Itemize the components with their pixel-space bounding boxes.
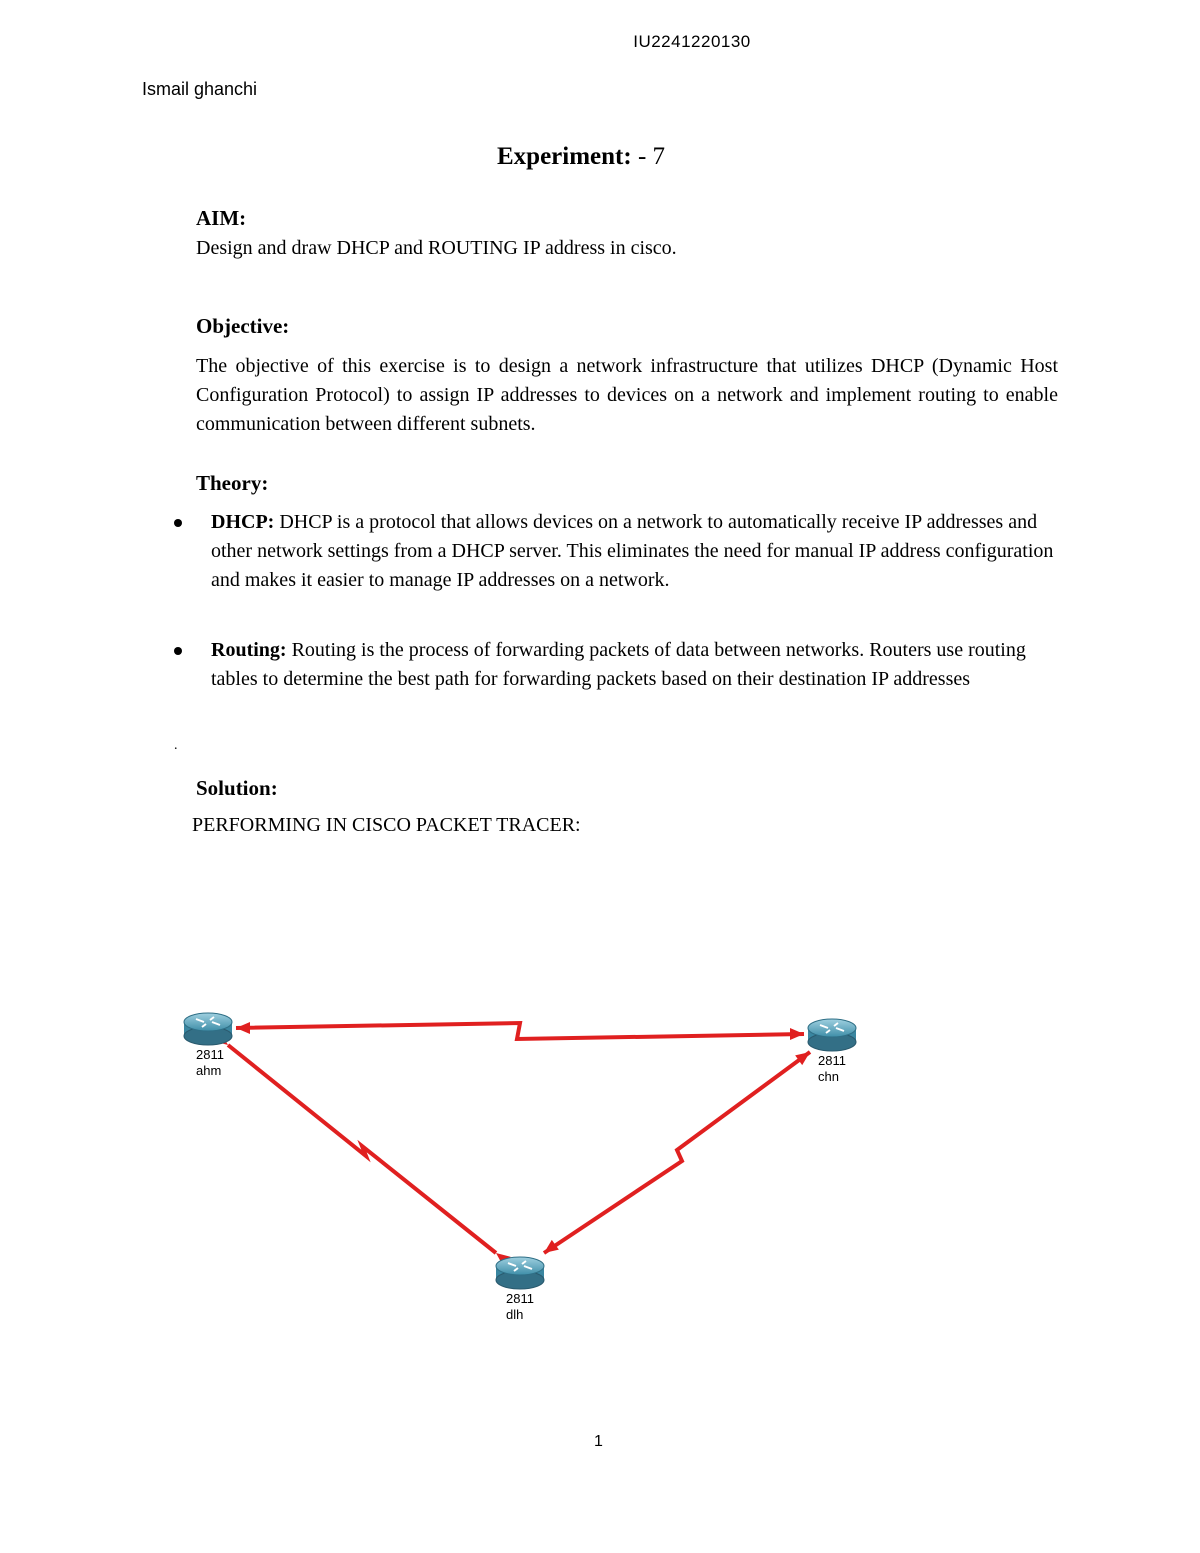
serial-links [213,1022,813,1266]
bullet-marker [174,519,182,527]
bullet-marker [174,647,182,655]
aim-heading: AIM: [196,206,247,230]
link-endpoint-arrow [790,1028,804,1040]
router-model-label: 2811 [506,1291,534,1306]
page-title [0,143,1162,171]
objective-heading: Objective: [196,314,290,338]
theory-term-routing: Routing: [211,639,287,661]
solution-heading: Solution: [196,776,278,800]
theory-heading: Theory: [196,471,269,495]
routers [184,1013,856,1322]
aim-text: Design and draw DHCP and ROUTING IP address in cisco. [196,237,677,259]
router-model-label: 2811 [818,1053,846,1068]
page-number: 1 [594,1433,603,1450]
network-topology-diagram [160,990,880,1340]
title-label: Experiment: [496,143,632,170]
objective-text: The objective of this exercise is to design a network infrastructure that utilizes DHCP (Dynamic Host Configuration Protocol) to assign IP addresses to devices on a network and implement routing to enable communication between different subnets. [196,355,1058,435]
router-ahm [184,1013,232,1078]
router-icon [808,1019,856,1037]
router-name-label: dlh [506,1307,524,1322]
solution-text: PERFORMING IN CISCO PACKET TRACER: [192,814,581,836]
title-number: - 7 [631,143,666,170]
theory-term-dhcp: DHCP: [211,511,275,533]
router-chn [808,1019,856,1084]
router-icon [184,1013,232,1031]
serial-link [228,1045,496,1253]
router-model-label: 2811 [196,1047,224,1062]
header-student-id: IU2241220130 [633,32,751,51]
theory-desc-dhcp: DHCP is a protocol that allows devices on a network to automatically receive IP addresses and other network settings from a DHCP server. This eliminates the need for manual IP address configuration and makes it easier to manage IP addresses on a network. [211,511,1054,591]
router-name-label: ahm [196,1063,222,1078]
serial-link [236,1023,804,1039]
header-student-name: Ismail ghanchi [142,79,258,99]
theory-item-routing [211,636,1061,694]
router-dlh [496,1257,544,1322]
link-endpoint-arrow [236,1022,250,1034]
serial-link [544,1052,810,1253]
router-icon [496,1257,544,1275]
topology-svg [160,990,880,1340]
theory-item-dhcp [211,508,1061,595]
router-name-label: chn [818,1069,839,1084]
stray-dot: . [174,738,178,753]
theory-desc-routing: Routing is the process of forwarding packets of data between networks. Routers use routing tables to determine the best path for forwarding packets based on their destination IP addresses [211,639,1026,690]
